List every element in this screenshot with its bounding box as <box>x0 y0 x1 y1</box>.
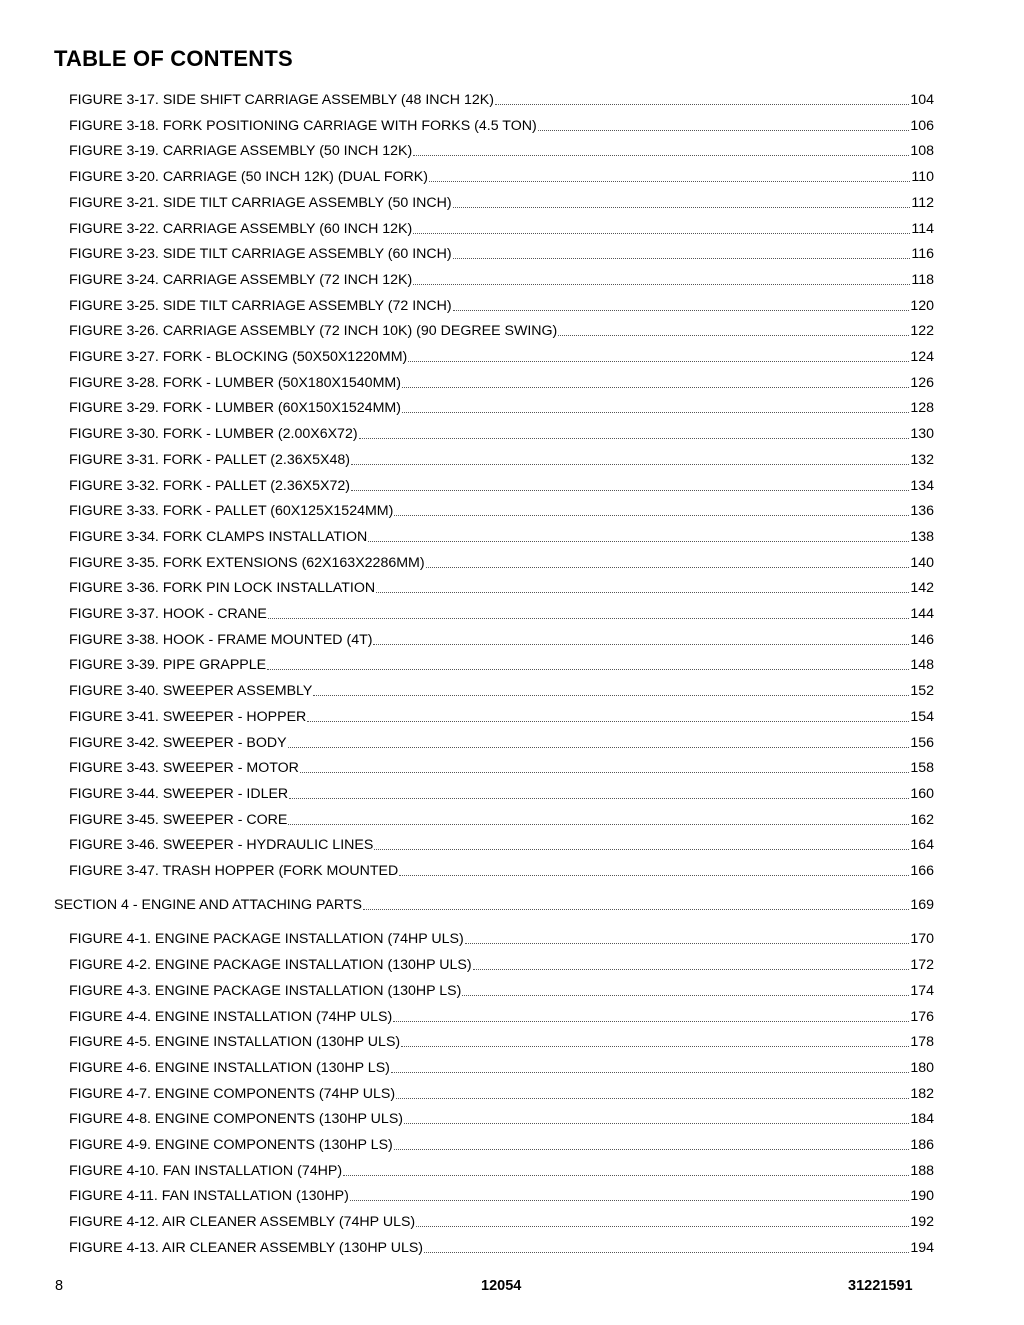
toc-entry-label: FIGURE 3-34. FORK CLAMPS INSTALLATION <box>69 528 368 545</box>
toc-entry[interactable] <box>69 579 934 597</box>
dot-leader <box>350 1199 909 1201</box>
toc-entry-page: 170 <box>910 931 934 948</box>
dot-leader <box>465 942 910 944</box>
toc-entry-label: FIGURE 3-29. FORK - LUMBER (60X150X1524MM) <box>69 400 401 417</box>
toc-entry[interactable] <box>69 194 934 212</box>
toc-entry[interactable] <box>69 1187 934 1205</box>
toc-entry-label: FIGURE 3-23. SIDE TILT CARRIAGE ASSEMBLY (60 INCH) <box>69 246 452 263</box>
toc-entry-page: 104 <box>910 92 934 108</box>
toc-entry[interactable] <box>69 348 934 366</box>
toc-entry[interactable] <box>69 862 934 880</box>
toc-entry[interactable] <box>69 605 934 623</box>
toc-entry-page: 182 <box>910 1085 934 1102</box>
toc-entry-page: 132 <box>910 451 934 468</box>
toc-entry-page: 156 <box>910 734 934 751</box>
toc-entry-label: FIGURE 4-5. ENGINE INSTALLATION (130HP ULS) <box>69 1034 401 1051</box>
dot-leader <box>288 746 910 748</box>
toc-entry[interactable] <box>69 1162 934 1180</box>
dot-leader <box>462 994 909 996</box>
toc-entry[interactable] <box>69 836 934 854</box>
toc-entry[interactable] <box>69 1085 934 1103</box>
toc-entry[interactable] <box>69 271 934 289</box>
footer-center-code: 12054 <box>481 1278 522 1294</box>
toc-entry[interactable] <box>69 631 934 649</box>
toc-entry-label: FIGURE 4-8. ENGINE COMPONENTS (130HP ULS) <box>69 1111 404 1128</box>
toc-entry[interactable] <box>69 1008 934 1026</box>
dot-leader <box>473 968 910 970</box>
toc-entry[interactable] <box>69 142 934 160</box>
dot-leader <box>401 1045 909 1047</box>
toc-entry-page: 114 <box>911 220 934 237</box>
dot-leader <box>307 720 909 722</box>
toc-entry[interactable] <box>69 759 934 777</box>
toc-entry-label: FIGURE 3-47. TRASH HOPPER (FORK MOUNTED <box>69 863 399 879</box>
toc-entry-page: 146 <box>910 631 934 648</box>
footer-page-number: 8 <box>55 1278 64 1294</box>
dot-leader <box>373 643 909 645</box>
dot-leader <box>300 771 909 773</box>
toc-entry-label: FIGURE 4-9. ENGINE COMPONENTS (130HP LS) <box>69 1137 393 1153</box>
dot-leader <box>453 309 910 311</box>
dot-leader <box>424 1251 909 1253</box>
dot-leader <box>268 617 909 619</box>
toc-entry-page: 169 <box>910 897 934 914</box>
toc-entry-label: FIGURE 3-42. SWEEPER - BODY <box>69 734 287 751</box>
toc-entry[interactable] <box>69 425 934 443</box>
toc-entry-page: 180 <box>910 1059 934 1076</box>
toc-entry-label: FIGURE 3-20. CARRIAGE (50 INCH 12K) (DUAL FORK) <box>69 169 428 186</box>
dot-leader <box>453 206 911 208</box>
toc-entry[interactable] <box>69 1136 934 1154</box>
toc-entry-label: FIGURE 3-37. HOOK - CRANE <box>69 606 267 622</box>
dot-leader <box>426 566 910 568</box>
toc-entry-label: FIGURE 3-31. FORK - PALLET (2.36X5X48) <box>69 451 350 468</box>
toc-entry-label: FIGURE 3-21. SIDE TILT CARRIAGE ASSEMBLY (50 INCH) <box>69 194 452 211</box>
toc-entry[interactable] <box>69 374 934 392</box>
toc-entry-label: FIGURE 3-40. SWEEPER ASSEMBLY <box>69 683 313 700</box>
toc-entry-label: FIGURE 3-33. FORK - PALLET (60X125X1524MM) <box>69 503 394 520</box>
toc-entry-page: 154 <box>910 708 934 725</box>
toc-entry-label: FIGURE 3-39. PIPE GRAPPLE <box>69 657 267 674</box>
toc-entry[interactable] <box>69 168 934 186</box>
toc-entry-page: 188 <box>910 1162 934 1179</box>
dot-leader <box>408 360 909 362</box>
toc-entry-page: 108 <box>910 143 934 160</box>
toc-entry-label: FIGURE 4-10. FAN INSTALLATION (74HP) <box>69 1162 343 1179</box>
toc-entry-page: 176 <box>910 1008 934 1025</box>
toc-entry-page: 140 <box>910 554 934 571</box>
dot-leader <box>376 591 909 593</box>
toc-entry[interactable] <box>69 656 934 674</box>
dot-leader <box>416 1225 909 1227</box>
footer-doc-number: 31221591 <box>848 1278 913 1294</box>
toc-entry-page: 142 <box>910 580 934 597</box>
toc-entry[interactable] <box>69 930 934 948</box>
toc-entry-label: FIGURE 3-35. FORK EXTENSIONS (62X163X2286MM) <box>69 554 425 571</box>
page-title: TABLE OF CONTENTS <box>54 46 293 71</box>
toc-entry[interactable] <box>69 502 934 520</box>
toc-entry[interactable] <box>69 1239 934 1257</box>
toc-entry-page: 184 <box>910 1111 934 1128</box>
toc-entry-page: 152 <box>910 683 934 700</box>
toc-entry[interactable] <box>69 477 934 495</box>
toc-entry-page: 120 <box>910 297 934 314</box>
toc-entry[interactable] <box>69 322 934 340</box>
toc-entry[interactable] <box>69 956 934 974</box>
dot-leader <box>363 908 909 910</box>
toc-entry[interactable] <box>69 1213 934 1231</box>
toc-entry-page: 122 <box>910 323 934 340</box>
dot-leader <box>313 694 909 696</box>
toc-entry-page: 166 <box>910 863 934 879</box>
toc-entry[interactable] <box>69 399 934 417</box>
toc-entry-label: FIGURE 3-25. SIDE TILT CARRIAGE ASSEMBLY (72 INCH) <box>69 297 452 314</box>
dot-leader <box>267 668 909 670</box>
toc-entry-label: FIGURE 4-1. ENGINE PACKAGE INSTALLATION (74HP ULS) <box>69 931 464 948</box>
toc-entry-page: 164 <box>910 837 934 854</box>
toc-entry-page: 186 <box>910 1137 934 1153</box>
toc-entry-label: FIGURE 4-11. FAN INSTALLATION (130HP) <box>69 1188 349 1205</box>
dot-leader <box>351 489 909 491</box>
toc-entry-label: FIGURE 3-27. FORK - BLOCKING (50X50X1220MM) <box>69 349 408 365</box>
toc-entry-page: 110 <box>911 169 934 186</box>
toc-entry[interactable] <box>69 785 934 803</box>
toc-entry-label: FIGURE 4-6. ENGINE INSTALLATION (130HP LS) <box>69 1059 390 1076</box>
toc-entry-label: FIGURE 4-4. ENGINE INSTALLATION (74HP ULS) <box>69 1008 393 1025</box>
toc-entry[interactable] <box>69 682 934 700</box>
toc-entry-page: 158 <box>910 760 934 777</box>
toc-entry-label: FIGURE 3-22. CARRIAGE ASSEMBLY (60 INCH 12K) <box>69 220 413 237</box>
toc-entry-page: 172 <box>910 957 934 974</box>
toc-entry-page: 136 <box>910 503 934 520</box>
dot-leader <box>289 797 909 799</box>
toc-entry-label: FIGURE 3-26. CARRIAGE ASSEMBLY (72 INCH 10K) (90 DEGREE SWING) <box>69 323 558 340</box>
toc-entry-label: FIGURE 4-13. AIR CLEANER ASSEMBLY (130HP ULS) <box>69 1239 424 1256</box>
toc-entry[interactable] <box>69 117 934 135</box>
toc-entry-label: FIGURE 3-45. SWEEPER - CORE <box>69 811 288 828</box>
dot-leader <box>495 103 909 105</box>
toc-entry[interactable] <box>69 982 934 1000</box>
toc-entry[interactable] <box>69 554 934 572</box>
dot-leader <box>402 386 909 388</box>
toc-entry-page: 160 <box>910 785 934 802</box>
dot-leader <box>402 411 909 413</box>
toc-entry-page: 192 <box>910 1214 934 1231</box>
toc-entry-page: 134 <box>910 477 934 494</box>
toc-entry[interactable] <box>69 245 934 263</box>
toc-entry-label: FIGURE 4-12. AIR CLEANER ASSEMBLY (74HP ULS) <box>69 1214 416 1231</box>
dot-leader <box>359 437 910 439</box>
toc-entry-label: FIGURE 3-24. CARRIAGE ASSEMBLY (72 INCH 12K) <box>69 271 413 288</box>
toc-entry[interactable] <box>69 1110 934 1128</box>
toc-entry-page: 106 <box>910 117 934 134</box>
toc-entry[interactable] <box>69 451 934 469</box>
toc-entry-label: FIGURE 4-7. ENGINE COMPONENTS (74HP ULS) <box>69 1085 396 1102</box>
dot-leader <box>391 1071 909 1073</box>
toc-entry-page: 178 <box>910 1034 934 1051</box>
dot-leader <box>394 1148 910 1150</box>
toc-entry-page: 118 <box>911 271 934 288</box>
toc-entry[interactable] <box>69 734 934 752</box>
toc-entry[interactable] <box>69 811 934 829</box>
toc-entry[interactable] <box>69 1033 934 1051</box>
toc-entry-page: 144 <box>910 606 934 622</box>
toc-entry-page: 162 <box>910 811 934 828</box>
toc-entry-page: 194 <box>910 1239 934 1256</box>
toc-entry-label: FIGURE 4-2. ENGINE PACKAGE INSTALLATION (130HP ULS) <box>69 957 472 974</box>
toc-entry-label: FIGURE 3-41. SWEEPER - HOPPER <box>69 708 307 725</box>
dot-leader <box>368 540 909 542</box>
toc-entry-page: 174 <box>910 982 934 999</box>
dot-leader <box>288 823 909 825</box>
toc-entry-label: FIGURE 3-18. FORK POSITIONING CARRIAGE WITH FORKS (4.5 TON) <box>69 117 537 134</box>
dot-leader <box>413 154 909 156</box>
dot-leader <box>374 848 909 850</box>
toc-entry[interactable] <box>69 220 934 238</box>
dot-leader <box>413 283 910 285</box>
toc-entry-page: 112 <box>911 194 934 211</box>
toc-entry-label: FIGURE 3-43. SWEEPER - MOTOR <box>69 760 299 777</box>
dot-leader <box>343 1174 909 1176</box>
toc-entry[interactable] <box>69 297 934 315</box>
dot-leader <box>396 1097 909 1099</box>
toc-entry-label: FIGURE 3-32. FORK - PALLET (2.36X5X72) <box>69 477 350 494</box>
dot-leader <box>351 463 909 465</box>
dot-leader <box>538 129 910 131</box>
toc-entry-page: 130 <box>910 426 934 443</box>
toc-entry-page: 190 <box>910 1188 934 1205</box>
toc-entry-label: FIGURE 4-3. ENGINE PACKAGE INSTALLATION (130HP LS) <box>69 982 462 999</box>
toc-entry[interactable] <box>69 1059 934 1077</box>
dot-leader <box>393 1020 909 1022</box>
dot-leader <box>558 334 909 336</box>
dot-leader <box>399 874 909 876</box>
toc-entry-label: FIGURE 3-17. SIDE SHIFT CARRIAGE ASSEMBLY (48 INCH 12K) <box>69 92 494 108</box>
dot-leader <box>394 514 909 516</box>
toc-entry-label: FIGURE 3-38. HOOK - FRAME MOUNTED (4T) <box>69 631 373 648</box>
toc-entry-page: 124 <box>910 349 934 365</box>
toc-entry-label: FIGURE 3-28. FORK - LUMBER (50X180X1540MM) <box>69 374 401 391</box>
toc-entry-label: SECTION 4 - ENGINE AND ATTACHING PARTS <box>54 897 362 914</box>
toc-section-entry[interactable] <box>54 896 934 914</box>
toc-entry[interactable] <box>69 708 934 726</box>
toc-entry[interactable] <box>69 528 934 546</box>
toc-entry-page: 148 <box>910 657 934 674</box>
dot-leader <box>404 1122 909 1124</box>
toc-entry[interactable] <box>69 91 934 109</box>
dot-leader <box>429 180 910 182</box>
toc-entry-page: 126 <box>910 374 934 391</box>
toc-entry-page: 116 <box>911 246 934 263</box>
toc-entry-label: FIGURE 3-36. FORK PIN LOCK INSTALLATION <box>69 580 376 597</box>
toc-entry-page: 128 <box>910 400 934 417</box>
toc-entry-page: 138 <box>910 528 934 545</box>
dot-leader <box>413 232 910 234</box>
toc-entry-label: FIGURE 3-30. FORK - LUMBER (2.00X6X72) <box>69 426 358 443</box>
dot-leader <box>453 257 911 259</box>
toc-entry-label: FIGURE 3-44. SWEEPER - IDLER <box>69 785 289 802</box>
toc-entry-label: FIGURE 3-46. SWEEPER - HYDRAULIC LINES <box>69 837 374 854</box>
toc-entry-label: FIGURE 3-19. CARRIAGE ASSEMBLY (50 INCH 12K) <box>69 143 413 160</box>
